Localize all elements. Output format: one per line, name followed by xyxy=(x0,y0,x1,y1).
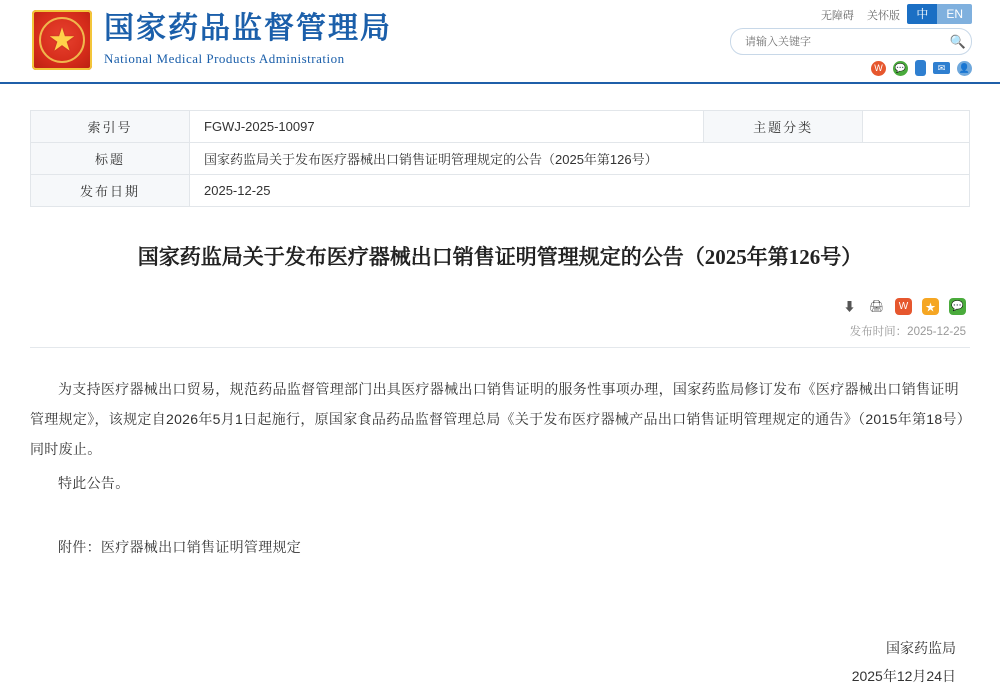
wechat-share-icon[interactable]: 💬 xyxy=(949,298,966,315)
article-body xyxy=(30,374,970,562)
site-header xyxy=(0,0,1000,84)
signature-org: 国家药监局 xyxy=(886,640,956,656)
site-title xyxy=(104,12,392,67)
language-switch[interactable] xyxy=(907,4,972,24)
national-emblem-icon xyxy=(32,10,92,70)
mobile-icon[interactable] xyxy=(915,60,926,76)
signature-date: 2025年12月24日 xyxy=(851,668,956,684)
document-meta-table xyxy=(30,110,970,207)
weibo-share-icon[interactable]: W xyxy=(895,298,912,315)
category-value xyxy=(863,111,970,143)
table-row xyxy=(31,111,970,143)
print-icon[interactable]: 🖨 xyxy=(868,299,885,313)
site-title-cn: 国家药品监督管理局 xyxy=(104,12,392,45)
table-row xyxy=(31,143,970,175)
divider xyxy=(30,347,970,348)
page-title: 国家药监局关于发布医疗器械出口销售证明管理规定的公告（2025年第126号） xyxy=(137,245,863,269)
emblem-ring xyxy=(39,17,85,63)
attachment-label: 附件： xyxy=(58,539,101,555)
signature-block xyxy=(30,634,970,690)
search-box[interactable] xyxy=(730,28,972,55)
attachment-link[interactable]: 医疗器械出口销售证明管理规定 xyxy=(100,539,302,555)
publish-time: 发布时间：2025-12-25 xyxy=(849,326,966,338)
article-toolbar xyxy=(30,295,970,317)
title-label: 标题 xyxy=(31,143,190,175)
index-label: 索引号 xyxy=(31,111,190,143)
search-input[interactable] xyxy=(731,35,945,49)
accessibility-link[interactable]: 无障碍 xyxy=(820,10,854,22)
user-icon[interactable]: 👤 xyxy=(957,61,972,76)
care-version-link[interactable]: 关怀版 xyxy=(867,10,900,22)
date-value: 2025-12-25 xyxy=(190,175,970,207)
weibo-icon[interactable]: W xyxy=(871,61,886,76)
wechat-icon[interactable]: 💬 xyxy=(893,61,908,76)
attachment-row xyxy=(30,532,970,562)
search-icon[interactable]: 🔍 xyxy=(949,33,967,49)
date-label: 发布日期 xyxy=(31,175,190,207)
article-paragraph: 为支持医疗器械出口贸易，规范药品监督管理部门出具医疗器械出口销售证明的服务性事项办理，国家药监局修订发布《医疗器械出口销售证明管理规定》，该规定自2026年5月1日起施行，原国家食品药品监督管理总局《关于发布医疗器械产品出口销售证明管理规定的通告》（2015年第18号）同时废止。 xyxy=(30,381,965,457)
article-paragraph: 特此公告。 xyxy=(58,475,130,491)
favorite-icon[interactable]: ★ xyxy=(922,298,939,315)
mail-icon[interactable]: ✉ xyxy=(933,62,950,74)
page-content xyxy=(30,84,970,690)
lang-cn-button[interactable]: 中 xyxy=(907,4,937,24)
emblem-star: ★ xyxy=(48,25,75,55)
title-value: 国家药监局关于发布医疗器械出口销售证明管理规定的公告（2025年第126号） xyxy=(190,143,970,175)
lang-en-button[interactable]: EN xyxy=(937,4,972,24)
social-links xyxy=(871,60,972,76)
category-label: 主题分类 xyxy=(704,111,863,143)
download-icon[interactable]: ⬇ xyxy=(843,299,856,314)
table-row xyxy=(31,175,970,207)
top-utility-links xyxy=(811,7,900,23)
index-value: FGWJ-2025-10097 xyxy=(190,111,704,143)
site-title-en: National Medical Products Administration xyxy=(104,51,345,66)
